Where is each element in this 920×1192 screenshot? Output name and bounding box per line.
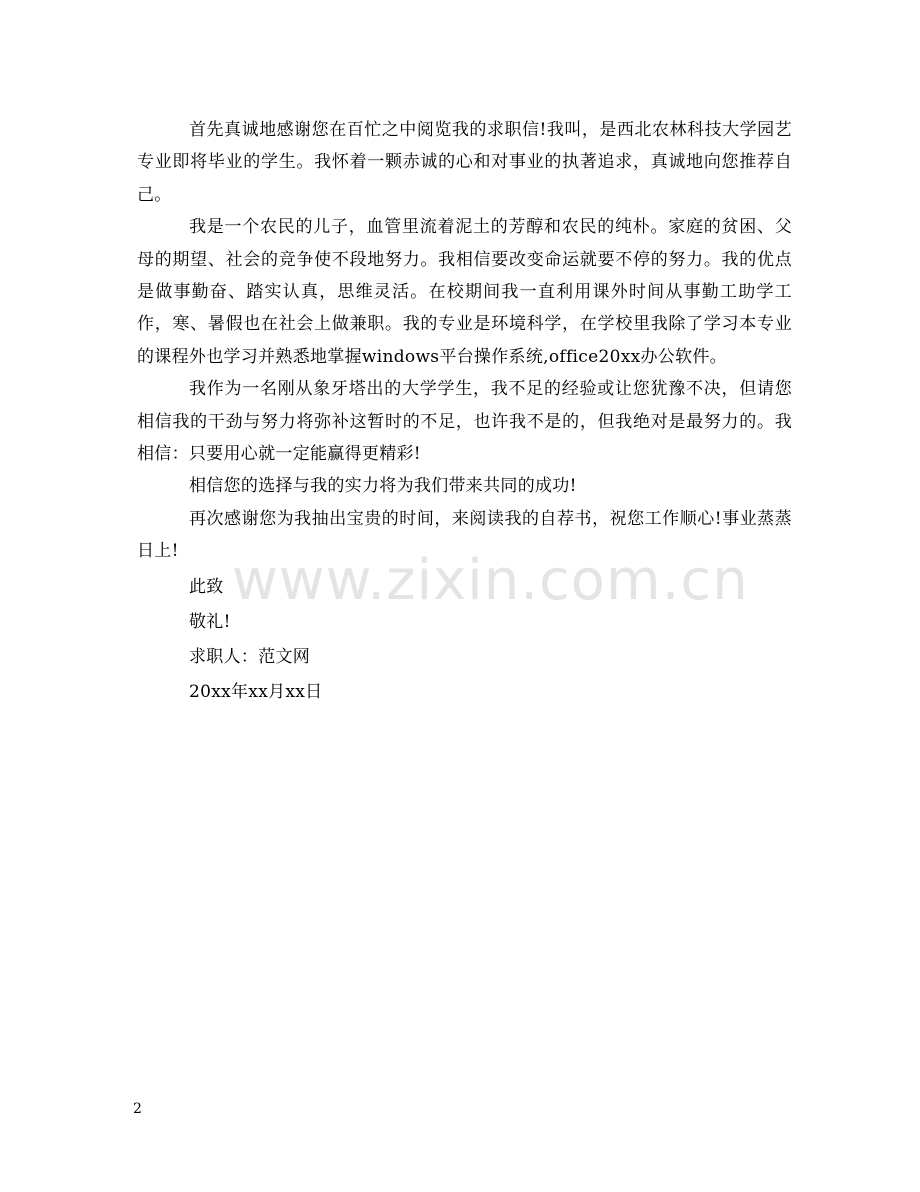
paragraph-background: 我是一个农民的儿子，血管里流着泥土的芳醇和农民的纯朴。家庭的贫困、父母的期望、社会的竞争使不段地努力。我相信要改变命运就要不停的努力。我的优点是做事勤奋、踏实认真，思维灵活。在校期间我一直利用课外时间从事勤工助学工作，寒、暑假也在社会上做兼职。我的专业是环境科学，在学校里我除了学习本专业的课程外也学习并熟悉地掌握windows平台操作系统,office20xx办公软件。 xyxy=(137,217,792,367)
letter-body xyxy=(137,114,792,710)
signature: 求职人：范文网 xyxy=(189,646,311,667)
paragraph-confidence: 相信您的选择与我的实力将为我们带来共同的成功! xyxy=(189,476,577,497)
paragraph-gratitude: 首先真诚地感谢您在百忙之中阅览我的求职信!我叫，是西北农林科技大学园艺专业即将毕业的学生。我怀着一颗赤诚的心和对事业的执著追求，真诚地向您推荐自己。 xyxy=(137,120,792,205)
letter-date: 20xx年xx月xx日 xyxy=(189,681,323,702)
closing-regards: 敬礼! xyxy=(189,611,231,632)
paragraph-thanks: 再次感谢您为我抽出宝贵的时间，来阅读我的自荐书，祝您工作顺心!事业蒸蒸日上! xyxy=(137,508,792,562)
closing-salutation: 此致 xyxy=(189,576,224,597)
paragraph-commitment: 我作为一名刚从象牙塔出的大学学生，我不足的经验或让您犹豫不决，但请您相信我的干劲与努力将弥补这暂时的不足，也许我不是的，但我绝对是最努力的。我相信：只要用心就一定能赢得更精彩! xyxy=(137,379,792,465)
page-number: 2 xyxy=(133,1101,142,1117)
watermark: www.zixin.com.cn xyxy=(232,548,749,613)
